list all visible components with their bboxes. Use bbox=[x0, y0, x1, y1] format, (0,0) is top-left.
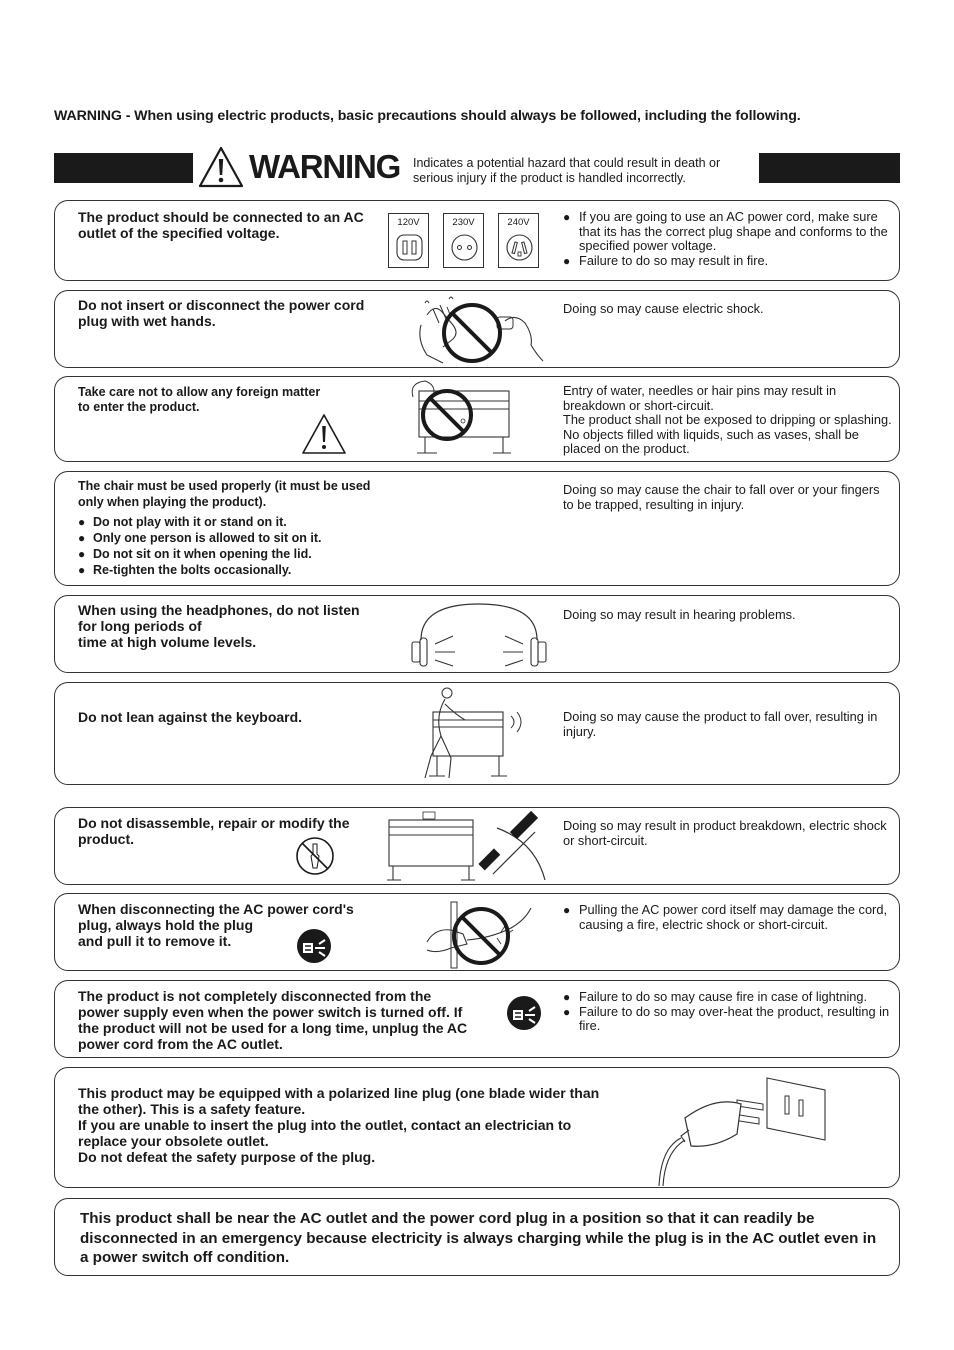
piano-screwdriver-icon bbox=[385, 810, 555, 884]
headphones-icon bbox=[409, 600, 549, 668]
item-consequence: Doing so may cause electric shock. bbox=[563, 301, 764, 316]
item-consequence: Doing so may result in hearing problems. bbox=[563, 607, 796, 622]
warning-item-voltage bbox=[54, 200, 900, 281]
warning-item-wet-hands bbox=[54, 290, 900, 368]
warning-item-disassemble bbox=[54, 807, 900, 885]
consequence-bullet: ● Failure to do so may result in fire. bbox=[563, 254, 893, 269]
wet-hand-plug-icon bbox=[413, 295, 553, 365]
item-instruction: The product should be connected to an AC outlet of the specified voltage. bbox=[78, 209, 364, 241]
item-consequence bbox=[563, 903, 893, 932]
unplug-icon bbox=[505, 994, 543, 1032]
outlet-120v-icon bbox=[396, 234, 423, 261]
warning-notice-line: WARNING - When using electric products, basic precautions should always be followed, including the following. bbox=[54, 108, 801, 124]
outlet-230v bbox=[443, 213, 484, 268]
outlet-240v-icon bbox=[506, 234, 533, 261]
item-consequence bbox=[563, 990, 893, 1034]
outlet-240v bbox=[498, 213, 539, 268]
disassemble-prohibited bbox=[295, 836, 335, 876]
warning-description: Indicates a potential hazard that could result in death or serious injury if the product is handled incorrectly. bbox=[413, 156, 721, 185]
consequence-bullet: ● Failure to do so may cause fire in case of lightning. bbox=[563, 990, 893, 1005]
item-consequence bbox=[563, 210, 893, 268]
disassembly-prohibited-icon bbox=[295, 836, 335, 876]
pull-cord-prohibited-icon bbox=[421, 898, 541, 970]
consequence-bullet: ● Pulling the AC power cord itself may damage the cord, causing a fire, electric shock or short-circuit. bbox=[563, 903, 893, 932]
caution-triangle bbox=[301, 413, 347, 455]
item-instruction: Do not lean against the keyboard. bbox=[78, 709, 303, 725]
final-notice: This product shall be near the AC outlet and the power cord plug in a position so that it can readily be disconnected in an emergency because electricity is always charging while the plug is in the AC outlet even in a power switch off condition. bbox=[80, 1210, 877, 1266]
item-consequence: Doing so may result in product breakdown, electric shock or short-circuit. bbox=[563, 818, 887, 848]
warning-item-chair bbox=[54, 471, 900, 586]
warning-item-headphones bbox=[54, 595, 900, 673]
warning-item-foreign-matter bbox=[54, 376, 900, 462]
outlet-120v bbox=[388, 213, 429, 268]
item-instruction: Take care not to allow any foreign matter to enter the product. bbox=[78, 385, 321, 414]
voltage-label: 120V bbox=[397, 217, 420, 228]
chair-rules-list bbox=[78, 514, 378, 578]
polarized-plug-outlet-icon bbox=[645, 1074, 835, 1186]
hold-plug-illustration bbox=[421, 898, 541, 970]
headphones-illustration bbox=[409, 600, 549, 668]
leaning-person-piano-icon bbox=[411, 686, 531, 782]
warning-item-power-disconnect bbox=[54, 980, 900, 1058]
item-consequence: Doing so may cause the product to fall over, resulting in injury. bbox=[563, 709, 878, 739]
voltage-label: 240V bbox=[507, 217, 530, 228]
chair-rule: ● Do not play with it or stand on it. bbox=[78, 514, 378, 530]
unplug-icon bbox=[295, 927, 333, 965]
warning-item-lean bbox=[54, 682, 900, 785]
chair-rule: ● Do not sit on it when opening the lid. bbox=[78, 546, 378, 562]
wet-hands-illustration bbox=[413, 295, 553, 365]
polarized-plug-illustration bbox=[645, 1074, 835, 1186]
unplug-symbol bbox=[295, 927, 333, 965]
voltage-outlets bbox=[388, 213, 539, 268]
item-consequence: Entry of water, needles or hair pins may result in breakdown or short-circuit. The product shall not be exposed to dripping or splashing. No objects filled with liquids, such as vases, shall be placed on the product. bbox=[563, 383, 892, 456]
warning-triangle-icon bbox=[198, 146, 244, 188]
consequence-bullet: ● Failure to do so may over-heat the product, resulting in fire. bbox=[563, 1005, 893, 1034]
warning-heading: WARNING bbox=[249, 148, 401, 185]
warning-item-hold-plug bbox=[54, 893, 900, 971]
warning-bar-right bbox=[759, 153, 900, 183]
chair-rule: ● Only one person is allowed to sit on it. bbox=[78, 530, 378, 546]
outlet-230v-icon bbox=[451, 234, 478, 261]
warning-bar-left bbox=[54, 153, 193, 183]
item-instruction bbox=[78, 478, 378, 578]
item-instruction: This product may be equipped with a polarized line plug (one blade wider than the other). This is a safety feature. If you are unable to insert the plug into the outlet, contact an electrician to replace your obsolete outlet. Do not defeat the safety purpose of the plug. bbox=[78, 1085, 600, 1165]
final-notice-box bbox=[54, 1198, 900, 1276]
item-instruction: When disconnecting the AC power cord's plug, always hold the plug and pull it to remove it. bbox=[78, 901, 354, 949]
unplug-symbol bbox=[505, 994, 543, 1032]
consequence-bullet: ● If you are going to use an AC power cord, make sure that its has the correct plug shape and conforms to the specified power voltage. bbox=[563, 210, 893, 254]
warning-item-polarized-plug bbox=[54, 1067, 900, 1188]
warning-triangle-icon bbox=[301, 413, 347, 455]
chair-rule: ● Re-tighten the bolts occasionally. bbox=[78, 562, 378, 578]
item-instruction: The product is not completely disconnected from the power supply even when the power switch is turned off. If the product will not be used for a long time, unplug the AC power cord from the AC outlet. bbox=[78, 988, 468, 1052]
item-consequence: Doing so may cause the chair to fall over or your fingers to be trapped, resulting in injury. bbox=[563, 482, 880, 512]
disassemble-illustration bbox=[385, 810, 555, 884]
foreign-matter-illustration bbox=[407, 379, 517, 459]
voltage-label: 230V bbox=[452, 217, 475, 228]
item-instruction: Do not disassemble, repair or modify the product. bbox=[78, 815, 350, 847]
item-instruction: When using the headphones, do not listen for long periods of time at high volume levels. bbox=[78, 602, 360, 650]
item-instruction: Do not insert or disconnect the power cord plug with wet hands. bbox=[78, 297, 365, 329]
lean-illustration bbox=[411, 686, 531, 782]
chair-instruction: The chair must be used properly (it must be used only when playing the product). bbox=[78, 479, 371, 509]
warning-title bbox=[198, 146, 400, 188]
piano-vase-prohibited-icon bbox=[407, 379, 517, 459]
